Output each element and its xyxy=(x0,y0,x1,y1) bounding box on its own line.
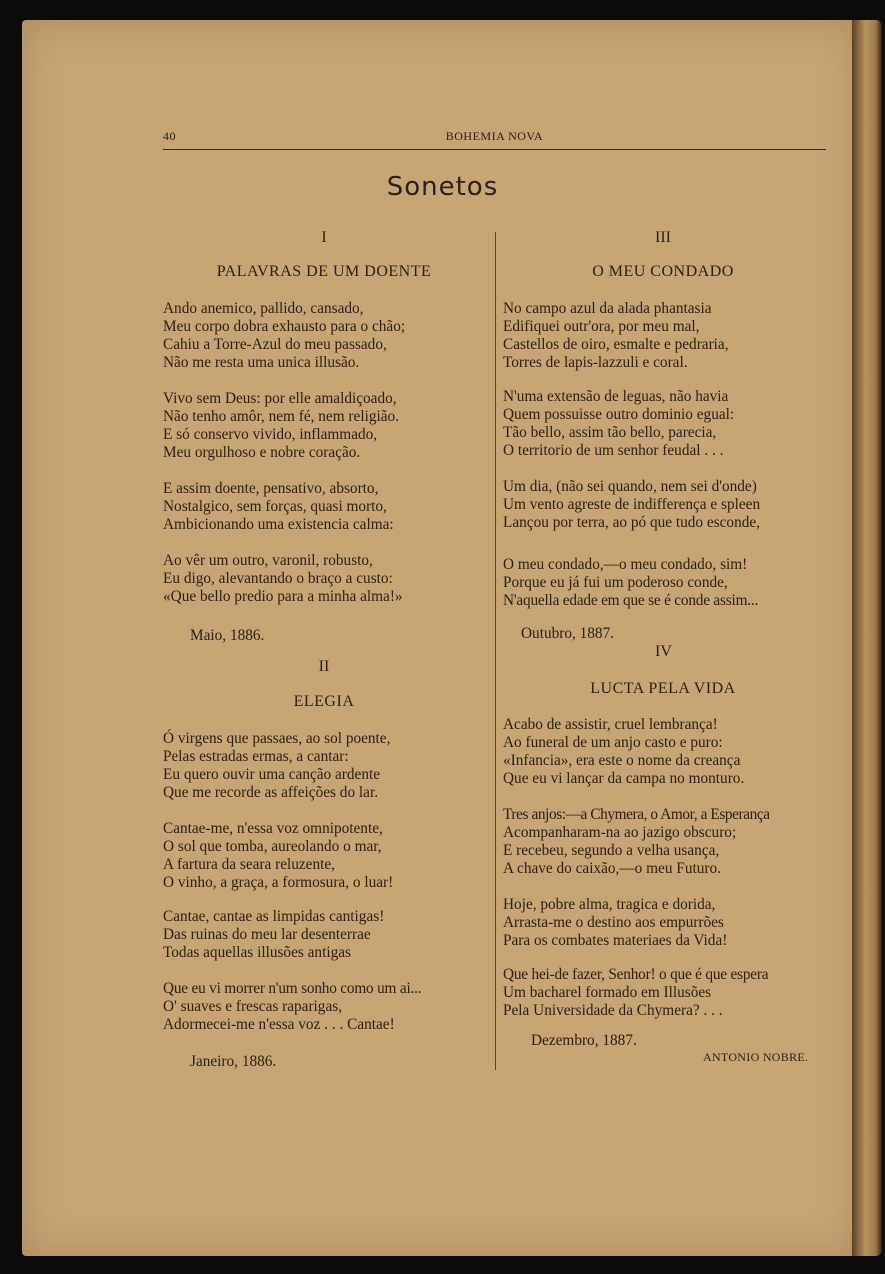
poem-date: Maio, 1886. xyxy=(190,627,265,644)
verse-line: Meu orgulhoso e nobre coração. xyxy=(163,444,361,461)
left-column xyxy=(163,0,485,1274)
poem-number: IV xyxy=(655,643,672,660)
verse-line: E assim doente, pensativo, absorto, xyxy=(163,480,379,497)
verse-line: Não tenho amôr, nem fé, nem religião. xyxy=(163,408,399,425)
verse-line: Todas aquellas illusões antigas xyxy=(163,944,351,961)
verse-line: Acabo de assistir, cruel lembrança! xyxy=(503,716,718,733)
verse-line: Nostalgico, sem forças, quasi morto, xyxy=(163,498,387,515)
verse-line: Edifiquei outr'ora, por meu mal, xyxy=(503,318,700,335)
verse-line: Ando anemico, pallido, cansado, xyxy=(163,300,364,317)
verse-line: Que hei-de fazer, Senhor! o que é que espera xyxy=(503,966,769,983)
verse-line: Quem possuisse outro dominio egual: xyxy=(503,406,735,423)
verse-line: Não me resta uma unica illusão. xyxy=(163,354,360,371)
verse-line: Tres anjos:—a Chymera, o Amor, a Esperança xyxy=(503,806,770,823)
verse-line: Cantae, cantae as limpidas cantigas! xyxy=(163,908,385,925)
verse-line: O meu condado,—o meu condado, sim! xyxy=(503,556,748,573)
verse-line: Ao vêr um outro, varonil, robusto, xyxy=(163,552,373,569)
poem-title: O MEU CONDADO xyxy=(592,263,734,280)
right-column xyxy=(503,0,833,1274)
poem-title: LUCTA PELA VIDA xyxy=(590,680,736,697)
verse-line: E recebeu, segundo a velha usança, xyxy=(503,842,720,859)
verse-line: Ó virgens que passaes, ao sol poente, xyxy=(163,730,391,747)
poem-title: PALAVRAS DE UM DOENTE xyxy=(216,263,432,280)
page-title: Sonetos xyxy=(386,172,499,202)
verse-line: Tão bello, assim tão bello, parecia, xyxy=(503,424,717,441)
verse-line: E só conservo vivido, inflammado, xyxy=(163,426,378,443)
poem-number: I xyxy=(321,229,327,246)
poem-date: Outubro, 1887. xyxy=(521,625,615,642)
column-divider xyxy=(495,232,496,1070)
verse-line: Das ruinas do meu lar desenterrae xyxy=(163,926,371,943)
poem-date: Dezembro, 1887. xyxy=(531,1032,637,1049)
verse-line: A chave do caixão,—o meu Futuro. xyxy=(503,860,721,877)
verse-line: Vivo sem Deus: por elle amaldiçoado, xyxy=(163,390,397,407)
verse-line: Hoje, pobre alma, tragica e dorida, xyxy=(503,896,716,913)
verse-line: Ambicionando uma existencia calma: xyxy=(163,516,394,533)
verse-line: Adormecei-me n'essa voz . . . Cantae! xyxy=(163,1016,395,1033)
verse-line: Pela Universidade da Chymera? . . . xyxy=(503,1002,723,1019)
verse-line: Eu quero ouvir uma canção ardente xyxy=(163,766,381,783)
book-spine-edge xyxy=(852,20,882,1256)
verse-line: Arrasta-me o destino aos empurrões xyxy=(503,914,724,931)
verse-line: Cantae-me, n'essa voz omnipotente, xyxy=(163,820,383,837)
verse-line: Eu digo, alevantando o braço a custo: xyxy=(163,570,393,587)
verse-line: Um vento agreste de indifferença e spleen xyxy=(503,496,761,513)
verse-line: A fartura da seara reluzente, xyxy=(163,856,335,873)
verse-line: O territorio de um senhor feudal . . . xyxy=(503,442,724,459)
verse-line: «Infancia», era este o nome da creança xyxy=(503,752,741,769)
poem-number: II xyxy=(318,658,330,675)
verse-line: N'aquella edade em que se é conde assim... xyxy=(503,592,759,609)
verse-line: O vinho, a graça, a formosura, o luar! xyxy=(163,874,394,891)
verse-line: N'uma extensão de leguas, não havia xyxy=(503,388,729,405)
verse-line: Um bacharel formado em Illusões xyxy=(503,984,712,1001)
verse-line: No campo azul da alada phantasia xyxy=(503,300,712,317)
verse-line: Porque eu já fui um poderoso conde, xyxy=(503,574,728,591)
poem-number: III xyxy=(655,229,671,246)
verse-line: O sol que tomba, aureolando o mar, xyxy=(163,838,382,855)
page-number: 40 xyxy=(163,129,176,143)
verse-line: Pelas estradas ermas, a cantar: xyxy=(163,748,349,765)
verse-line: Um dia, (não sei quando, nem sei d'onde) xyxy=(503,478,757,495)
verse-line: Castellos de oiro, esmalte e pedraria, xyxy=(503,336,729,353)
verse-line: Acompanharam-na ao jazigo obscuro; xyxy=(503,824,737,841)
author-signature: ANTONIO NOBRE. xyxy=(703,1050,809,1064)
verse-line: Torres de lapis-lazzuli e coral. xyxy=(503,354,688,371)
verse-line: Que eu vi morrer n'um sonho como um ai... xyxy=(163,980,422,997)
verse-line: O' suaves e frescas raparigas, xyxy=(163,998,343,1015)
poem-date: Janeiro, 1886. xyxy=(190,1053,277,1070)
verse-line: Lançou por terra, ao pó que tudo esconde, xyxy=(503,514,760,531)
verse-line: Para os combates materiaes da Vida! xyxy=(503,932,728,949)
verse-line: Que me recorde as affeições do lar. xyxy=(163,784,379,801)
poem-title: ELEGIA xyxy=(293,693,355,710)
verse-line: «Que bello predio para a minha alma!» xyxy=(163,588,403,605)
verse-line: Ao funeral de um anjo casto e puro: xyxy=(503,734,723,751)
verse-line: Cahiu a Torre-Azul do meu passado, xyxy=(163,336,387,353)
verse-line: Que eu vi lançar da campa no monturo. xyxy=(503,770,745,787)
journal-title: BOHEMIA NOVA xyxy=(445,129,544,143)
verse-line: Meu corpo dobra exhausto para o chão; xyxy=(163,318,406,335)
